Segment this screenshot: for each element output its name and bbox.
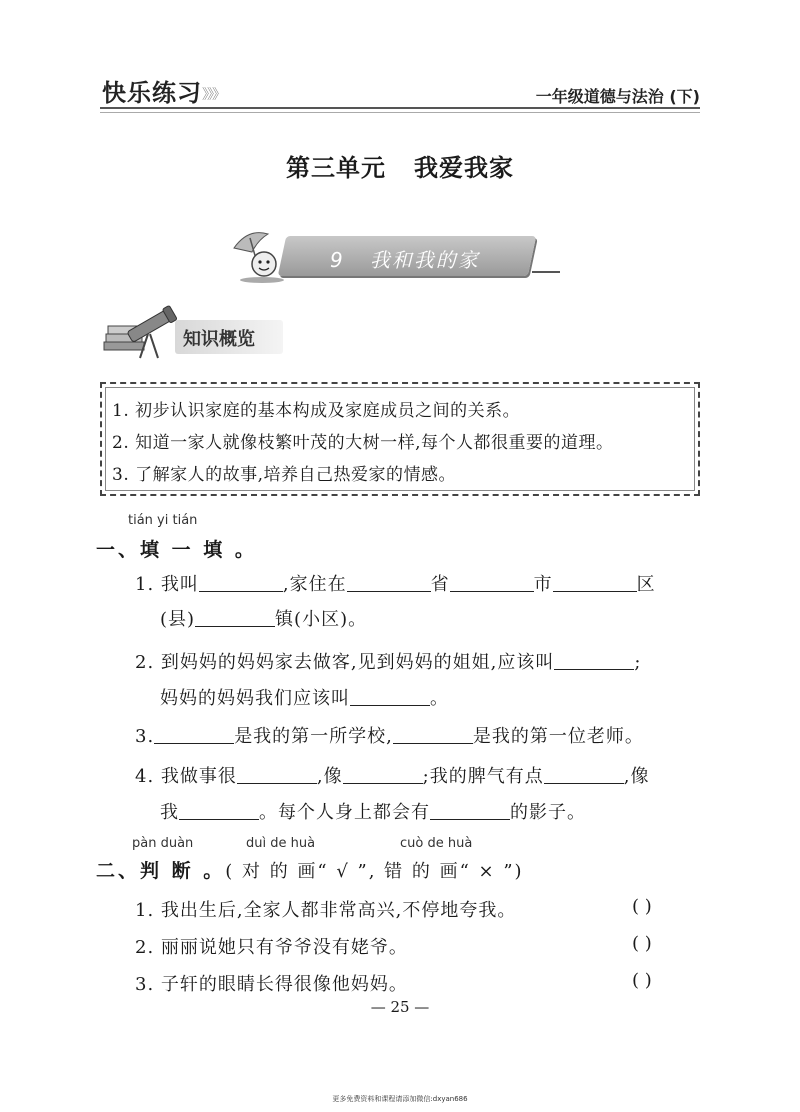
section2-heading xyxy=(96,856,524,883)
unit-title xyxy=(0,148,800,183)
unit-number: 第三单元 xyxy=(286,153,386,182)
lesson-name: 我和我的家 xyxy=(369,248,480,272)
answer-paren[interactable]: ( ) xyxy=(632,896,652,917)
objective-item: 3. 了解家人的故事,培养自己热爱家的情感。 xyxy=(112,465,457,485)
objective-item: 2. 知道一家人就像枝繁叶茂的大树一样,每个人都很重要的道理。 xyxy=(112,433,614,453)
answer-blank[interactable] xyxy=(553,573,637,592)
answer-blank[interactable] xyxy=(393,725,473,744)
question-3: 3. 是我的第一所学校, 是我的第一位老师。 xyxy=(135,726,644,747)
question-2-line-1: 2. 到妈妈的妈妈家去做客,见到妈妈的姐姐,应该叫 ; xyxy=(135,652,642,673)
question-1-line-2: (县) 镇(小区)。 xyxy=(160,609,368,630)
answer-blank[interactable] xyxy=(195,608,275,627)
section2-pinyin: cuò de huà xyxy=(400,836,473,851)
answer-blank[interactable] xyxy=(554,651,634,670)
question-4-line-1: 4. 我做事很 ,像 ;我的脾气有点 ,像 xyxy=(135,766,650,787)
judge-item-3: 3. 子轩的眼睛长得很像他妈妈。 xyxy=(135,974,408,995)
section1-title: 一、填 一 填 。 xyxy=(96,539,257,561)
answer-blank[interactable] xyxy=(347,573,431,592)
lesson-number: 9 xyxy=(330,248,345,272)
answer-blank[interactable] xyxy=(237,765,317,784)
banner-underline xyxy=(532,271,560,273)
question-4-line-2: 我 。每个人身上都会有 的影子。 xyxy=(160,802,586,823)
series-title: 快乐练习 xyxy=(102,79,202,107)
answer-blank[interactable] xyxy=(343,765,423,784)
lesson-title xyxy=(330,244,480,273)
header-divider xyxy=(100,107,700,109)
telescope-icon xyxy=(100,298,185,360)
footer-note: 更多免费资料和课程请添加微信:dxyan686 xyxy=(332,1095,468,1103)
unit-name: 我爱我家 xyxy=(414,153,514,182)
page-number: — 25 — xyxy=(370,998,430,1016)
question-1-line-1: 1. 我叫 ,家住在 省 市 区 xyxy=(135,574,656,595)
section2-pinyin: pàn duàn xyxy=(132,836,194,851)
answer-blank[interactable] xyxy=(544,765,624,784)
answer-paren[interactable]: ( ) xyxy=(632,970,652,991)
section2-instruction: ( 对 的 画“ √ ”, 错 的 画“ × ”) xyxy=(225,861,524,882)
objective-item: 1. 初步认识家庭的基本构成及家庭成员之间的关系。 xyxy=(112,401,521,421)
overview-label: 知识概览 xyxy=(183,329,255,350)
answer-blank[interactable] xyxy=(199,573,283,592)
chevron-arrows-icon: 》》》 xyxy=(202,87,224,103)
judge-item-2: 2. 丽丽说她只有爷爷没有姥爷。 xyxy=(135,937,408,958)
question-2-line-2: 妈妈的妈妈我们应该叫 。 xyxy=(160,688,449,709)
answer-blank[interactable] xyxy=(430,801,510,820)
section2-title: 二、判 断 。 xyxy=(96,860,226,882)
subject-title: 一年级道德与法治 (下) xyxy=(535,87,700,106)
answer-blank[interactable] xyxy=(179,801,259,820)
answer-blank[interactable] xyxy=(350,687,430,706)
header-divider-thin xyxy=(100,112,700,113)
section2-pinyin: duì de huà xyxy=(246,836,316,851)
section1-pinyin: tián yi tián xyxy=(128,513,198,528)
answer-blank[interactable] xyxy=(154,725,234,744)
answer-paren[interactable]: ( ) xyxy=(632,933,652,954)
answer-blank[interactable] xyxy=(450,573,534,592)
judge-item-1: 1. 我出生后,全家人都非常高兴,不停地夸我。 xyxy=(135,900,517,921)
